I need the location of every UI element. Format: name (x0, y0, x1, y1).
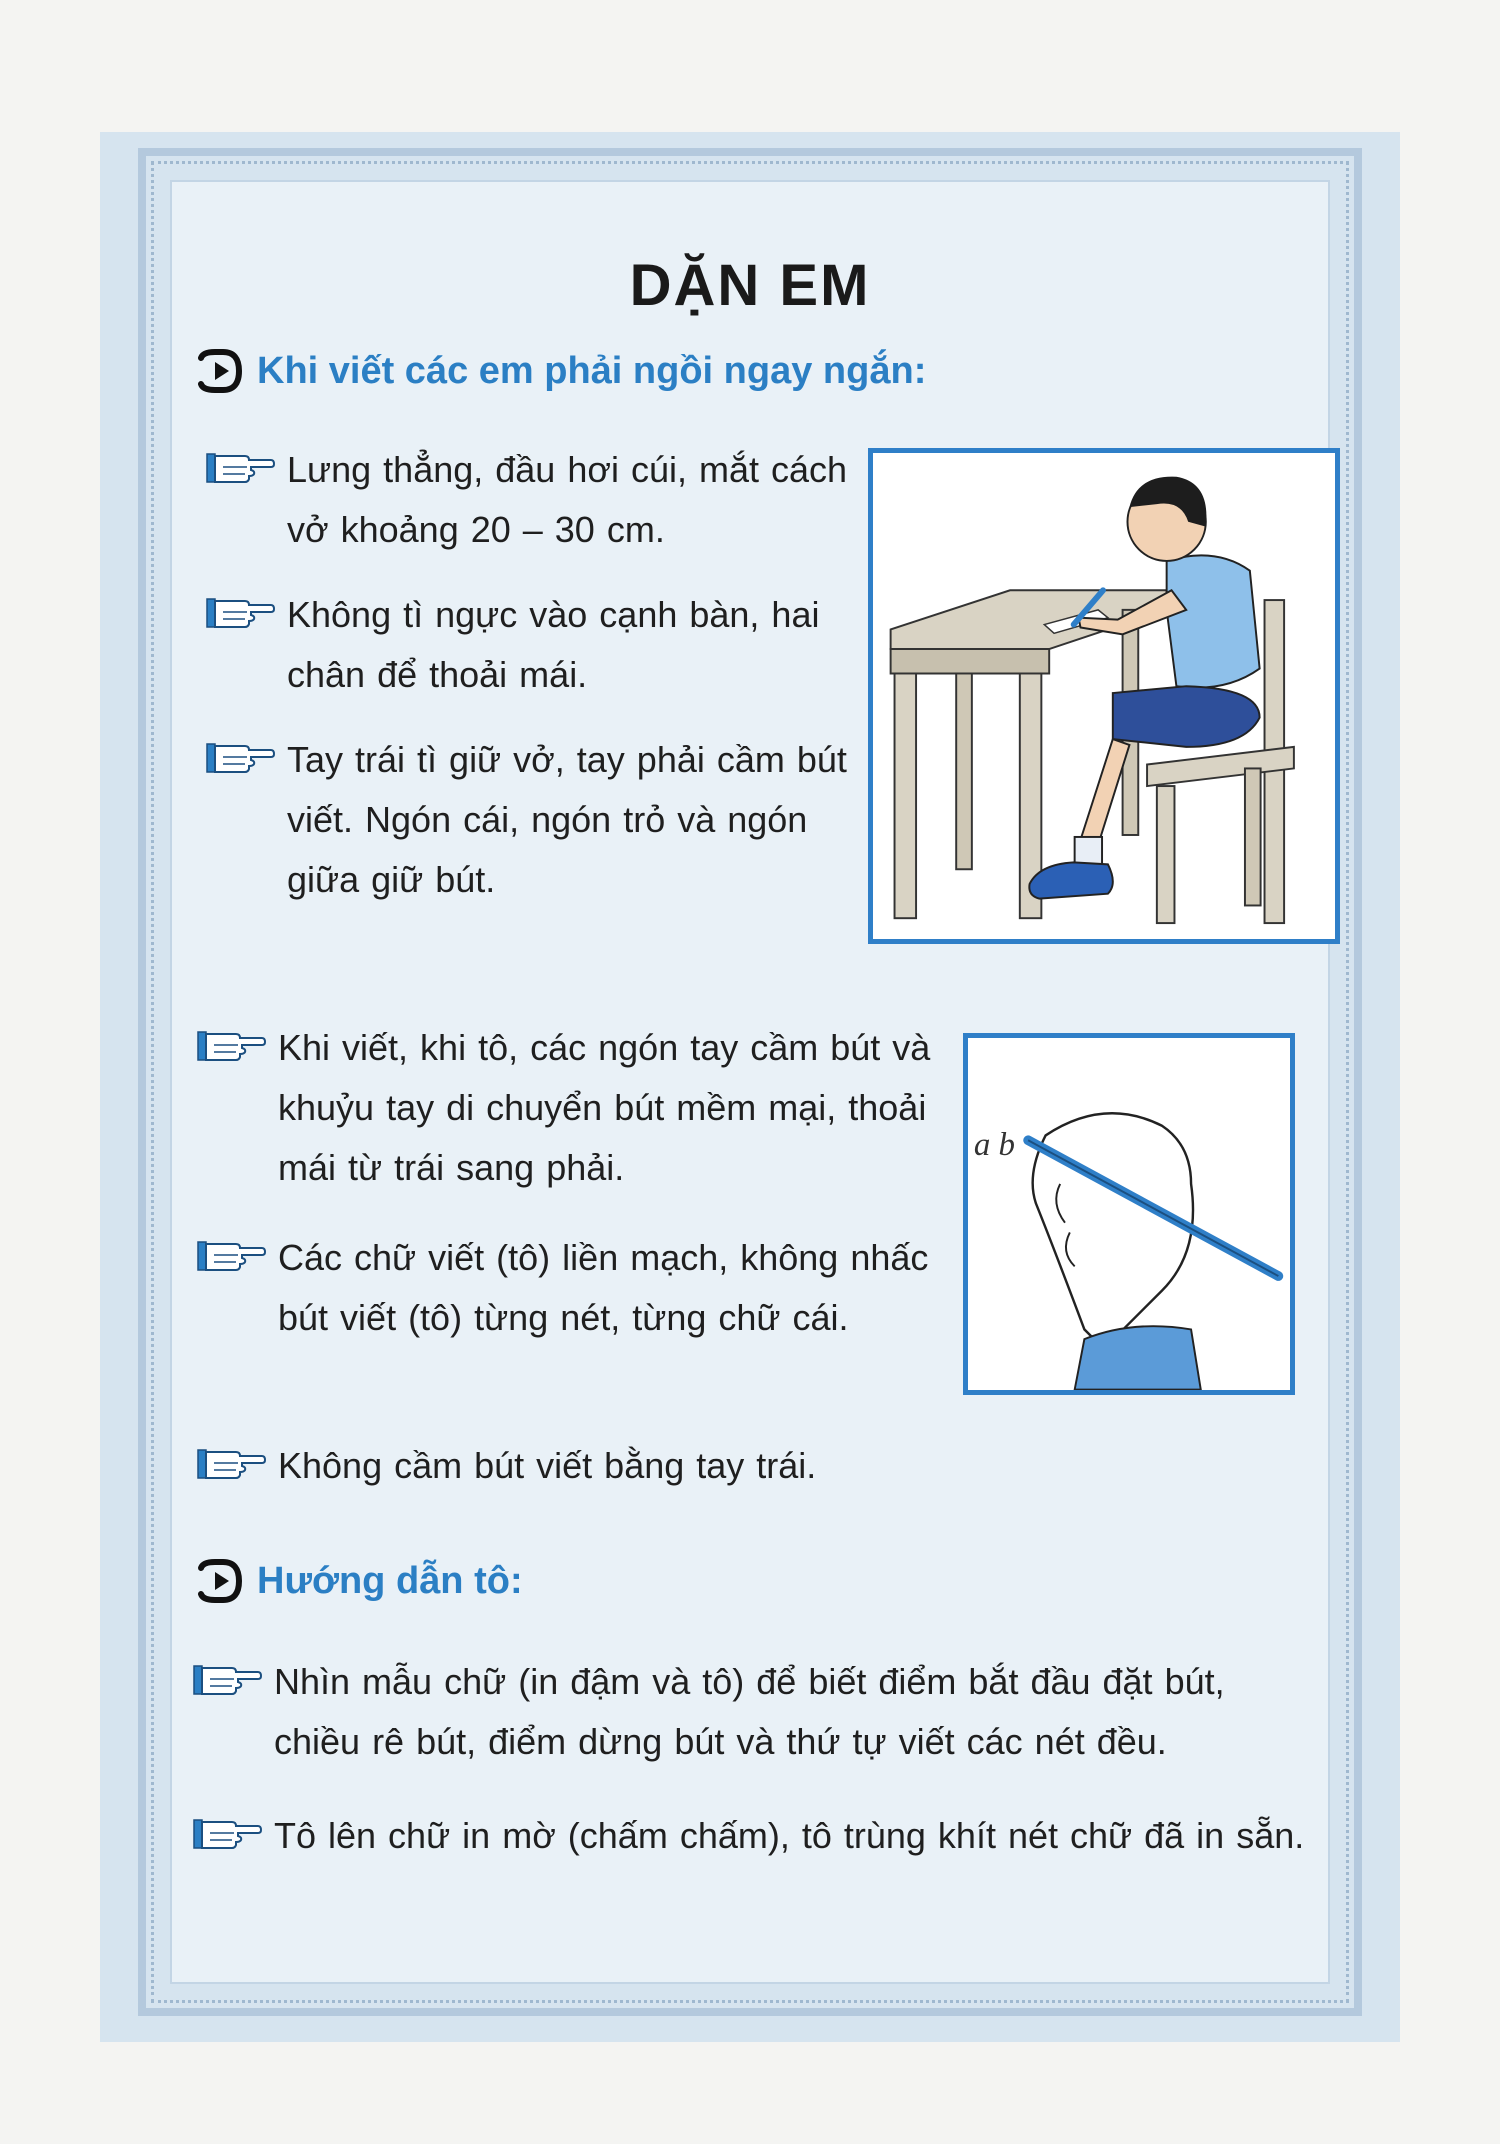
list-item-text: Nhìn mẫu chữ (in đậm và tô) để biết điểm bắt đầu đặt bút, chiều rê bút, điểm dừng bút và thứ tự viết các nét đều. (274, 1661, 1225, 1762)
pointing-hand-icon (196, 1234, 266, 1274)
list-item (205, 585, 855, 705)
pointing-hand-icon (196, 1442, 266, 1482)
pointing-hand-icon (196, 1024, 266, 1064)
list-item (205, 440, 855, 560)
list-item (196, 1228, 936, 1348)
list-item-text: Không tì ngực vào cạnh bàn, hai chân để thoải mái. (287, 594, 820, 695)
list-item (192, 1806, 1322, 1866)
hand-writing-illustration (963, 1033, 1295, 1395)
pointing-hand-icon (192, 1658, 262, 1698)
list-item-text: Tay trái tì giữ vở, tay phải cầm bút viết. Ngón cái, ngón trỏ và ngón giữa giữ bút. (287, 739, 847, 900)
section-heading-label: Hướng dẫn tô: (257, 1559, 523, 1602)
pointing-hand-icon (205, 736, 275, 776)
hand-holding-pen-image (968, 1038, 1290, 1390)
pointing-hand-icon (205, 591, 275, 631)
curved-arrow-icon (195, 348, 243, 394)
sitting-posture-illustration (868, 448, 1340, 944)
list-item-text: Khi viết, khi tô, các ngón tay cầm bút và khuỷu tay di chuyển bút mềm mại, thoải mái từ trái sang phải. (278, 1027, 931, 1188)
list-item-text: Tô lên chữ in mờ (chấm chấm), tô trùng khít nét chữ đã in sẵn. (274, 1815, 1305, 1856)
list-item-text: Các chữ viết (tô) liền mạch, không nhấc bút viết (tô) từng nét, từng chữ cái. (278, 1237, 929, 1338)
pointing-hand-icon (205, 446, 275, 486)
section-heading-sitting (195, 348, 926, 394)
list-item (196, 1436, 956, 1496)
sample-letters: a b (973, 1126, 1016, 1163)
list-item-text: Không cầm bút viết bằng tay trái. (278, 1445, 817, 1486)
list-item (196, 1018, 956, 1198)
section-heading-label: Khi viết các em phải ngồi ngay ngắn: (257, 349, 927, 392)
pointing-hand-icon (192, 1812, 262, 1852)
curved-arrow-icon (195, 1558, 243, 1604)
list-item-text: Lưng thẳng, đầu hơi cúi, mắt cách vở khoảng 20 – 30 cm. (287, 449, 848, 550)
student-at-desk-image (873, 453, 1335, 939)
page-title: DẶN EM (629, 253, 871, 318)
list-item (192, 1652, 1322, 1772)
list-item (205, 730, 855, 910)
section-heading-tracing (195, 1558, 523, 1604)
